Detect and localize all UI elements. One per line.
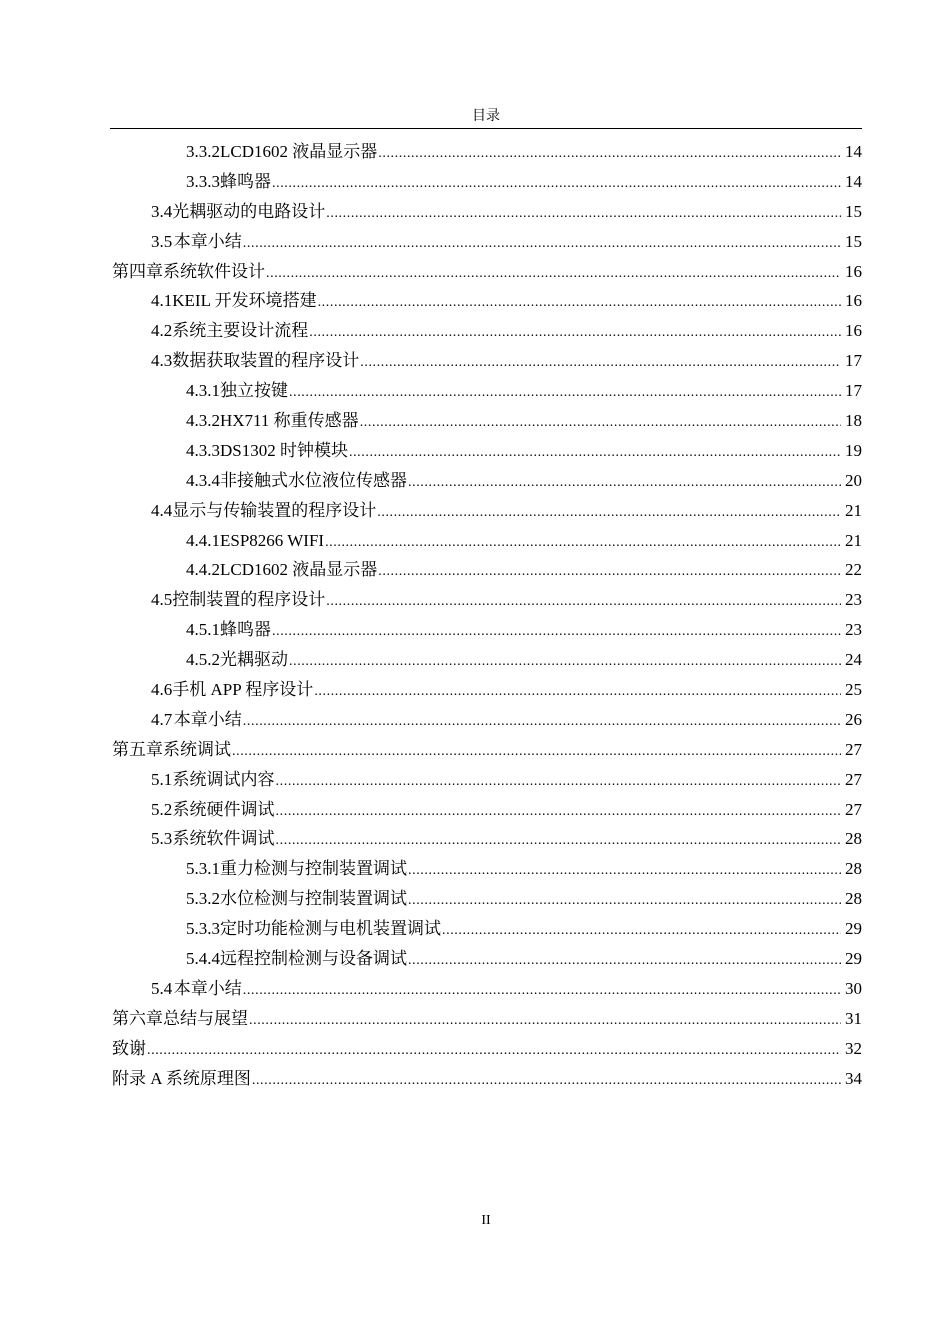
page-header-title: 目录 xyxy=(472,109,500,124)
toc-entry-page: 14 xyxy=(845,171,862,191)
toc-entry-title: 重力检测与控制装置调试 xyxy=(220,859,407,879)
dot-leader xyxy=(276,826,841,856)
toc-entry[interactable] xyxy=(110,555,862,585)
toc-entry-number: 5.2 xyxy=(151,799,173,819)
toc-entry[interactable] xyxy=(110,526,862,556)
toc-entry[interactable] xyxy=(110,286,862,316)
toc-entry-title: 致谢 xyxy=(112,1038,146,1058)
toc-entry-page: 27 xyxy=(845,769,862,789)
dot-leader xyxy=(309,318,841,348)
toc-entry-number: 5.3.1 xyxy=(186,859,220,879)
toc-entry-page: 23 xyxy=(845,590,862,610)
toc-entry-number: 4.3.2 xyxy=(186,411,220,431)
toc-entry[interactable] xyxy=(110,436,862,466)
toc-entry-number: 5.4.4 xyxy=(186,949,220,969)
dot-leader xyxy=(276,767,841,797)
toc-entry[interactable] xyxy=(110,645,862,675)
dot-leader xyxy=(289,378,841,408)
toc-entry-page: 16 xyxy=(845,291,862,311)
table-of-contents xyxy=(110,137,862,1094)
dot-leader xyxy=(243,229,841,259)
toc-entry-title: KEIL 开发环境搭建 xyxy=(172,291,317,311)
toc-entry-page: 27 xyxy=(845,739,862,759)
dot-leader xyxy=(349,438,841,468)
toc-entry-title: 显示与传输装置的程序设计 xyxy=(172,500,377,520)
toc-entry-number: 4.3.3 xyxy=(186,440,220,460)
toc-entry-title: 系统软件设计 xyxy=(163,261,265,281)
toc-entry-number: 4.3 xyxy=(151,351,173,371)
toc-entry-page: 32 xyxy=(845,1038,862,1058)
toc-entry-number: 4.7 xyxy=(151,709,173,729)
dot-leader xyxy=(378,557,841,587)
toc-entry[interactable] xyxy=(110,615,862,645)
toc-entry-title: 定时功能检测与电机装置调试 xyxy=(220,919,441,939)
toc-entry[interactable] xyxy=(110,705,862,735)
toc-entry[interactable] xyxy=(110,1064,862,1094)
toc-entry-number: 第六章 xyxy=(112,1008,163,1028)
toc-entry[interactable] xyxy=(110,675,862,705)
toc-entry-number: 4.4.1 xyxy=(186,530,220,550)
toc-entry-page: 17 xyxy=(845,351,862,371)
toc-entry[interactable] xyxy=(110,346,862,376)
dot-leader xyxy=(289,647,841,677)
toc-entry[interactable] xyxy=(110,974,862,1004)
dot-leader xyxy=(314,677,841,707)
toc-entry-title: 本章小结 xyxy=(173,709,242,729)
toc-entry-title: 系统软件调试 xyxy=(172,829,275,849)
dot-leader xyxy=(377,498,841,528)
toc-entry[interactable] xyxy=(110,496,862,526)
dot-leader xyxy=(326,199,841,229)
toc-entry[interactable] xyxy=(110,316,862,346)
toc-entry-number: 4.5.2 xyxy=(186,650,220,670)
toc-entry-page: 27 xyxy=(845,799,862,819)
dot-leader xyxy=(442,916,841,946)
dot-leader xyxy=(408,856,841,886)
toc-entry-title: 蜂鸣器 xyxy=(220,171,271,191)
toc-entry-page: 30 xyxy=(845,978,862,998)
toc-entry[interactable] xyxy=(110,795,862,825)
dot-leader xyxy=(252,1066,841,1096)
toc-entry-title: LCD1602 液晶显示器 xyxy=(220,142,378,161)
toc-entry-title: 光耦驱动 xyxy=(220,650,288,670)
toc-entry-title: 总结与展望 xyxy=(163,1008,248,1028)
dot-leader xyxy=(232,737,841,767)
toc-entry-page: 26 xyxy=(845,709,862,729)
dot-leader xyxy=(326,587,841,617)
toc-entry-page: 28 xyxy=(845,859,862,879)
toc-entry-title: 系统调试 xyxy=(163,739,231,759)
toc-entry[interactable] xyxy=(110,227,862,257)
dot-leader xyxy=(408,886,841,916)
toc-entry-title: 水位检测与控制装置调试 xyxy=(220,889,407,909)
dot-leader xyxy=(249,1006,841,1036)
toc-entry-page: 21 xyxy=(845,500,862,520)
toc-entry-number: 第四章 xyxy=(112,261,163,281)
dot-leader xyxy=(408,946,841,976)
dot-leader xyxy=(243,976,841,1006)
toc-entry-number: 5.3 xyxy=(151,829,173,849)
toc-entry-page: 25 xyxy=(845,680,862,700)
toc-entry[interactable] xyxy=(110,1034,862,1064)
toc-entry-title: HX711 称重传感器 xyxy=(220,411,359,431)
toc-entry[interactable] xyxy=(110,197,862,227)
toc-entry-title: 远程控制检测与设备调试 xyxy=(220,949,407,969)
dot-leader xyxy=(325,528,841,558)
toc-entry-page: 29 xyxy=(845,949,862,969)
toc-entry-title: 独立按键 xyxy=(220,381,288,401)
toc-entry-page: 18 xyxy=(845,411,862,431)
toc-entry-number: 5.4 xyxy=(151,978,173,998)
toc-entry-page: 28 xyxy=(845,889,862,909)
toc-entry-page: 14 xyxy=(845,142,862,161)
toc-entry-number: 3.3.3 xyxy=(186,171,220,191)
dot-leader xyxy=(147,1036,841,1066)
header-divider xyxy=(110,128,862,129)
toc-entry[interactable] xyxy=(110,765,862,795)
toc-entry-page: 34 xyxy=(845,1068,862,1088)
toc-entry[interactable] xyxy=(110,735,862,765)
toc-entry-number: 4.5.1 xyxy=(186,620,220,640)
toc-entry-title: 本章小结 xyxy=(173,978,242,998)
dot-leader xyxy=(272,169,841,199)
toc-entry-page: 17 xyxy=(845,381,862,401)
toc-entry[interactable] xyxy=(110,167,862,197)
toc-entry[interactable] xyxy=(110,257,862,287)
toc-entry-title: 控制装置的程序设计 xyxy=(172,590,326,610)
toc-entry-number: 5.3.2 xyxy=(186,889,220,909)
toc-entry[interactable] xyxy=(110,406,862,436)
toc-entry-number: 5.1 xyxy=(151,769,173,789)
toc-entry-title: 光耦驱动的电路设计 xyxy=(172,201,326,221)
dot-leader xyxy=(378,139,841,169)
toc-entry-title: LCD1602 液晶显示器 xyxy=(220,560,378,580)
toc-entry-number: 4.4 xyxy=(151,500,173,520)
toc-entry-number: 第五章 xyxy=(112,739,163,759)
dot-leader xyxy=(318,288,841,318)
toc-entry-title: 非接触式水位液位传感器 xyxy=(220,470,407,490)
dot-leader xyxy=(266,259,841,289)
toc-entry-number: 4.4.2 xyxy=(186,560,220,580)
toc-entry[interactable] xyxy=(110,1004,862,1034)
dot-leader xyxy=(272,617,841,647)
toc-entry-title: 系统调试内容 xyxy=(172,769,275,789)
toc-entry-page: 15 xyxy=(845,231,862,251)
toc-entry-number: 3.3.2 xyxy=(186,142,220,161)
toc-entry-title: 附录 A 系统原理图 xyxy=(112,1068,251,1088)
toc-entry-page: 23 xyxy=(845,620,862,640)
dot-leader xyxy=(276,797,841,827)
dot-leader xyxy=(360,348,841,378)
toc-entry[interactable] xyxy=(110,137,862,167)
toc-entry-title: 蜂鸣器 xyxy=(220,620,271,640)
toc-entry[interactable] xyxy=(110,914,862,944)
toc-entry[interactable] xyxy=(110,884,862,914)
toc-entry-number: 4.6 xyxy=(151,680,173,700)
toc-entry-number: 4.1 xyxy=(151,291,173,311)
toc-entry-number: 3.4 xyxy=(151,201,173,221)
toc-entry-number: 5.3.3 xyxy=(186,919,220,939)
toc-entry-number: 3.5 xyxy=(151,231,173,251)
toc-entry-title: 数据获取装置的程序设计 xyxy=(172,351,360,371)
page-number: II xyxy=(481,1213,491,1228)
dot-leader xyxy=(243,707,841,737)
toc-entry[interactable] xyxy=(110,824,862,854)
toc-entry-number: 4.2 xyxy=(151,321,173,341)
toc-entry-page: 16 xyxy=(845,321,862,341)
dot-leader xyxy=(408,468,841,498)
toc-entry-page: 20 xyxy=(845,470,862,490)
toc-entry-number: 4.5 xyxy=(151,590,173,610)
toc-entry-page: 28 xyxy=(845,829,862,849)
toc-entry-title: 系统主要设计流程 xyxy=(172,321,309,341)
toc-entry-page: 22 xyxy=(845,560,862,580)
toc-entry-page: 21 xyxy=(845,530,862,550)
toc-entry[interactable] xyxy=(110,376,862,406)
toc-entry[interactable] xyxy=(110,854,862,884)
toc-entry-title: 系统硬件调试 xyxy=(172,799,275,819)
toc-entry-page: 31 xyxy=(845,1008,862,1028)
toc-entry-page: 19 xyxy=(845,440,862,460)
toc-entry-number: 4.3.4 xyxy=(186,470,220,490)
toc-entry-title: ESP8266 WIFI xyxy=(220,530,325,550)
toc-entry-page: 15 xyxy=(845,201,862,221)
toc-entry[interactable] xyxy=(110,944,862,974)
toc-entry-title: DS1302 时钟模块 xyxy=(220,440,348,460)
toc-entry-page: 24 xyxy=(845,650,862,670)
toc-entry[interactable] xyxy=(110,466,862,496)
toc-entry-page: 16 xyxy=(845,261,862,281)
toc-entry-number: 4.3.1 xyxy=(186,381,220,401)
toc-entry-title: 本章小结 xyxy=(173,231,242,251)
toc-entry-title: 手机 APP 程序设计 xyxy=(172,680,314,700)
toc-entry-page: 29 xyxy=(845,919,862,939)
dot-leader xyxy=(360,408,841,438)
toc-entry[interactable] xyxy=(110,585,862,615)
